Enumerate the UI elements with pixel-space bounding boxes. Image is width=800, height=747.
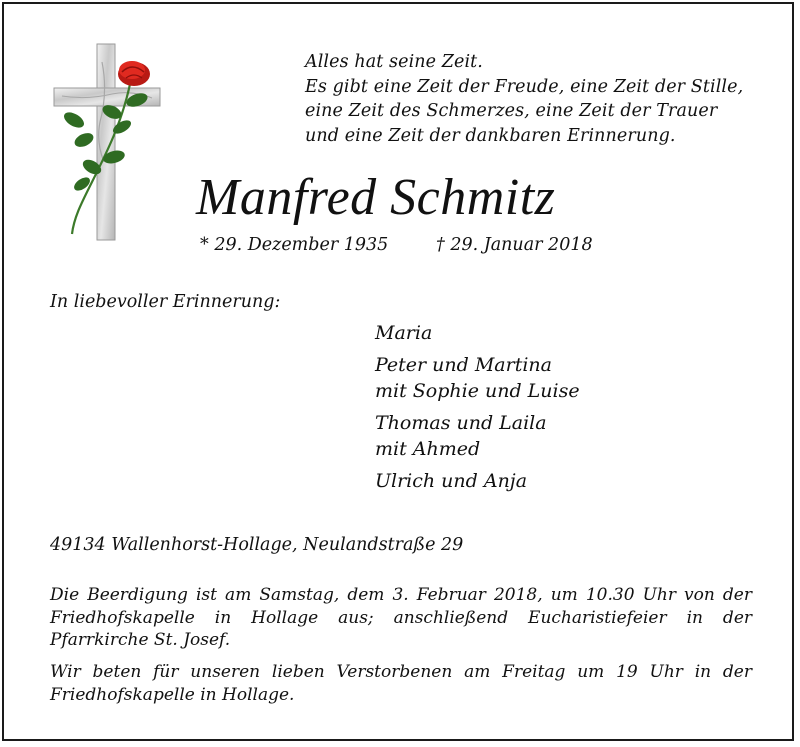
mourner-line: Thomas und Laila <box>375 412 547 434</box>
verse-line: Es gibt eine Zeit der Freude, eine Zeit der Stille, <box>305 76 744 97</box>
mourners-list <box>375 320 580 500</box>
mourner-group <box>375 352 580 404</box>
cross-with-rose-icon <box>52 42 164 242</box>
mourner-line: mit Sophie und Luise <box>375 380 580 402</box>
mourner-group <box>375 320 580 346</box>
verse-line: Alles hat seine Zeit. <box>305 52 483 72</box>
verse-line: und eine Zeit der dankbaren Erinnerung. <box>305 125 676 146</box>
mourner-line: mit Ahmed <box>375 438 481 460</box>
address: 49134 Wallenhorst-Hollage, Neulandstraße 29 <box>50 535 464 555</box>
funeral-text: Die Beerdigung ist am Samstag, dem 3. Februar 2018, um 10.30 Uhr von der Friedhofskapelle in Hollage aus; anschließend Eucharistiefeier in der Pfarrkirche St. Josef. <box>50 585 752 650</box>
mourner-line: Maria <box>375 322 433 344</box>
mourner-line: Ulrich und Anja <box>375 470 528 492</box>
birth-date: * 29. Dezember 1935 <box>200 235 389 255</box>
mourner-group <box>375 410 580 462</box>
verse <box>305 50 743 148</box>
prayer-text: Wir beten für unseren lieben Verstorbenen am Freitag um 19 Uhr in der Friedhofskapelle in Hollage. <box>50 662 752 705</box>
deceased-name: Manfred Schmitz <box>196 169 556 226</box>
memory-intro: In liebevoller Erinnerung: <box>50 292 281 312</box>
verse-line: eine Zeit des Schmerzes, eine Zeit der Trauer <box>305 101 718 121</box>
mourner-group <box>375 468 580 494</box>
mourner-line: Peter und Martina <box>375 354 552 376</box>
death-date: † 29. Januar 2018 <box>436 235 593 255</box>
